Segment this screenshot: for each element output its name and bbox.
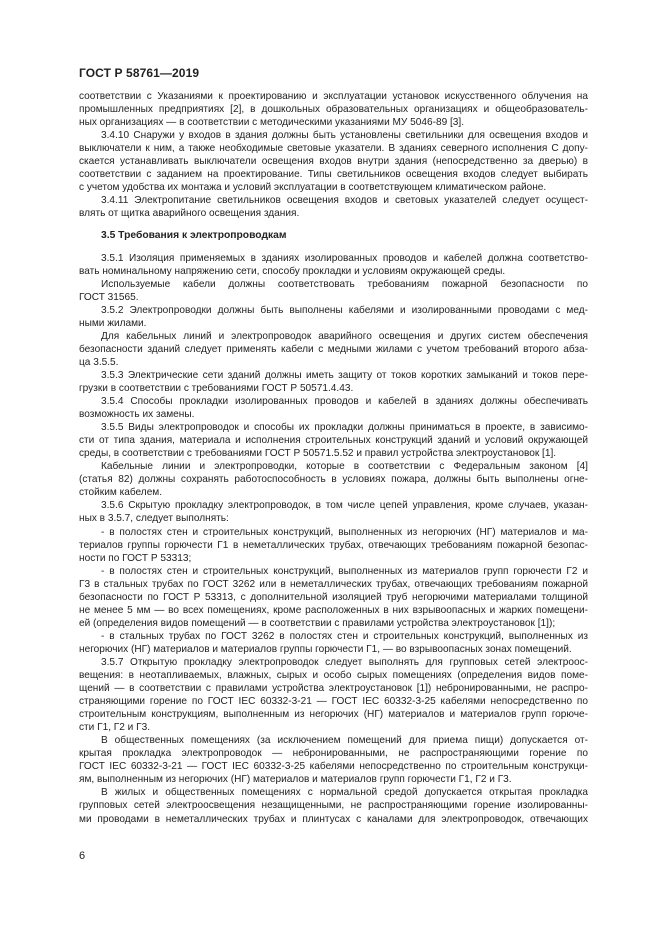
- text-line: крытая прокладка электропроводок — небронированными, не распространяющими горение по: [79, 748, 588, 760]
- text-line: В общественных помещениях (за исключением помещений для приема пищи) допускается от-: [101, 735, 588, 747]
- text-line: вать номинальному напряжению сети, способу прокладки и условиям окружающей среды.: [79, 265, 506, 277]
- text-line: 3.5.1 Изоляция применяемых в зданиях изолированных проводов и кабелей должна соответство-: [101, 252, 588, 264]
- text-line: Для кабельных линий и электропроводок аварийного освещения и других систем обеспечения: [101, 330, 588, 342]
- document-body: [79, 90, 588, 826]
- text-line: ца 3.5.5.: [79, 356, 119, 368]
- text-line: (статья 82) должны сохранять работоспособность в условиях пожара, должны быть выполнены огне-: [79, 474, 588, 486]
- text-line: вещения: в неотапливаемых, влажных, сырых и особо сырых помещениях (определения видов поме-: [79, 670, 588, 682]
- text-line: страняющими горение по ГОСТ IEC 60332-3-21 — ГОСТ IEC 60332-3-25 кабелями непосредственно по: [79, 696, 588, 708]
- page-number: 6: [79, 850, 86, 862]
- text-line: ГОСТ IEC 60332-3-21 — ГОСТ IEC 60332-3-25 кабелями непосредственно по строительным конструкци-: [79, 761, 588, 773]
- text-line: 3.5.7 Открытую прокладку электропроводок следует выполнять для групповых сетей электроос-: [101, 656, 588, 668]
- text-line: 3.4.11 Электропитание светильников освещения входов и световых указателей следует осущест-: [101, 195, 588, 207]
- text-line: групповых сетей электроосвещения незащищенными, не распространяющими горение изолированны-: [79, 800, 588, 812]
- text-line: негорючих (НГ) материалов и материалов группы горючести Г1, — во взрывоопасных зонах помещений.: [79, 643, 572, 655]
- text-line: Кабельные линии и электропроводки, которые в соответствии с Федеральным законом [4]: [101, 461, 588, 473]
- text-line: Используемые кабели должны соответствовать требованиям пожарной безопасности по: [101, 278, 588, 290]
- text-line: ности по ГОСТ Р 53313;: [79, 552, 192, 564]
- text-line: строительным конструкциям, выполненным из негорючих (НГ) материалов и материалов групп горюче-: [79, 709, 588, 721]
- text-line: 3.4.10 Снаружи у входов в здания должны быть установлены светильники для освещения входов и: [101, 130, 588, 142]
- document-header: ГОСТ Р 58761—2019: [79, 66, 200, 80]
- text-line: сти Г1, Г2 и Г3.: [79, 722, 151, 734]
- text-line: ГОСТ 31565.: [79, 291, 139, 303]
- section-heading: 3.5 Требования к электропроводкам: [101, 230, 287, 242]
- text-line: грузки в соответствии с требованиями ГОСТ Р 50571.4.43.: [79, 382, 354, 394]
- text-line: ми проводами в неметаллических трубах и плинтусах с каналами для электропроводок, отвечающих: [79, 813, 588, 825]
- text-line: сти от типа здания, материала и исполнения строительных конструкций зданий и условий окружающей: [79, 435, 588, 447]
- text-line: - в стальных трубах по ГОСТ 3262 в полостях стен и строительных конструкций, выполненных из: [101, 630, 588, 642]
- text-line: териалов группы горючести Г1 в неметаллических трубах, отвечающих требованиям пожарной безопас-: [79, 539, 588, 551]
- text-line: влять от щитка аварийного освещения здания.: [79, 208, 300, 220]
- text-line: 3.5.5 Виды электропроводок и способы их прокладки должны приниматься в проекте, в зависимо-: [101, 422, 588, 434]
- text-line: соответствии с заданием на проектирование. Типы светильников освещения входов следует выбирать: [79, 169, 588, 181]
- text-line: стойким кабелем.: [79, 487, 163, 499]
- text-line: среды, в соответствии с требованиями ГОСТ Р 50571.5.52 и правил устройства электроустановок [1].: [79, 448, 557, 460]
- text-line: соответствии с Указаниями к проектированию и эксплуатации установок искусственного облучения на: [79, 91, 588, 102]
- text-line: - в полостях стен и строительных конструкций, выполненных из негорючих (НГ) материалов и ма-: [101, 526, 588, 538]
- text-line: 3.5.4 Способы прокладки изолированных проводов и кабелей в зданиях должны обеспечивать: [101, 396, 588, 408]
- text-line: ных в 3.5.7, следует выполнять:: [79, 513, 229, 525]
- text-line: возможность их замены.: [79, 409, 195, 421]
- text-line: ными жилами.: [79, 317, 147, 329]
- text-line: ных организациях — в соответствии с методическими указаниями МУ 5046-89 [3].: [79, 117, 465, 129]
- text-line: промышленных предприятиях [2], в дошкольных образовательных организациях и общеобразователь-: [79, 104, 588, 116]
- text-line: не менее 5 мм — во всех помещениях, кроме расположенных в них взрывоопасных и жарких помещени-: [79, 604, 588, 616]
- text-line: щений — в соответствии с правилами устройства электроустановок [1]) небронированными, не распро-: [79, 683, 588, 695]
- text-line: скается устанавливать выключатели освещения входов внутри здания (непосредственно за дверью) в: [79, 156, 588, 168]
- text-line: 3.5.2 Электропроводки должны быть выполнены кабелями и изолированными проводами с мед-: [101, 304, 588, 316]
- text-line: В жилых и общественных помещениях с нормальной средой допускается открытая прокладка: [101, 787, 588, 799]
- text-line: Г3 в стальных трубах по ГОСТ 3262 или в неметаллических трубах, отвечающих требованиям пожарной: [79, 578, 588, 590]
- text-line: безопасности по ГОСТ Р 53313, с дополнительной изоляцией труб негорючими материалами толщиной: [79, 591, 588, 603]
- text-line: выключатели к ним, а также необходимые световые указатели. В зданиях северного исполнения С допу-: [79, 143, 588, 155]
- text-line: безопасности зданий следует применять кабели с медными жилами с учетом требований второго абза-: [79, 343, 588, 355]
- text-line: 3.5.6 Скрытую прокладку электропроводок, в том числе цепей управления, кроме случаев, указан-: [101, 500, 588, 512]
- text-line: с учетом удобства их монтажа и условий эксплуатации в соответствующем климатическом районе.: [79, 182, 547, 194]
- text-line: ям, выполненным из негорючих (НГ) материалов и материалов групп горючести Г1, Г2 и Г3.: [79, 774, 512, 786]
- text-line: 3.5.3 Электрические сети зданий должны иметь защиту от токов коротких замыканий и токов пере-: [101, 369, 588, 381]
- text-line: ей (определения видов помещений — в соответствии с правилами устройства электроустановок [1]);: [79, 617, 556, 629]
- text-line: - в полостях стен и строительных конструкций, выполненных из материалов групп горючести Г2 и: [101, 565, 588, 577]
